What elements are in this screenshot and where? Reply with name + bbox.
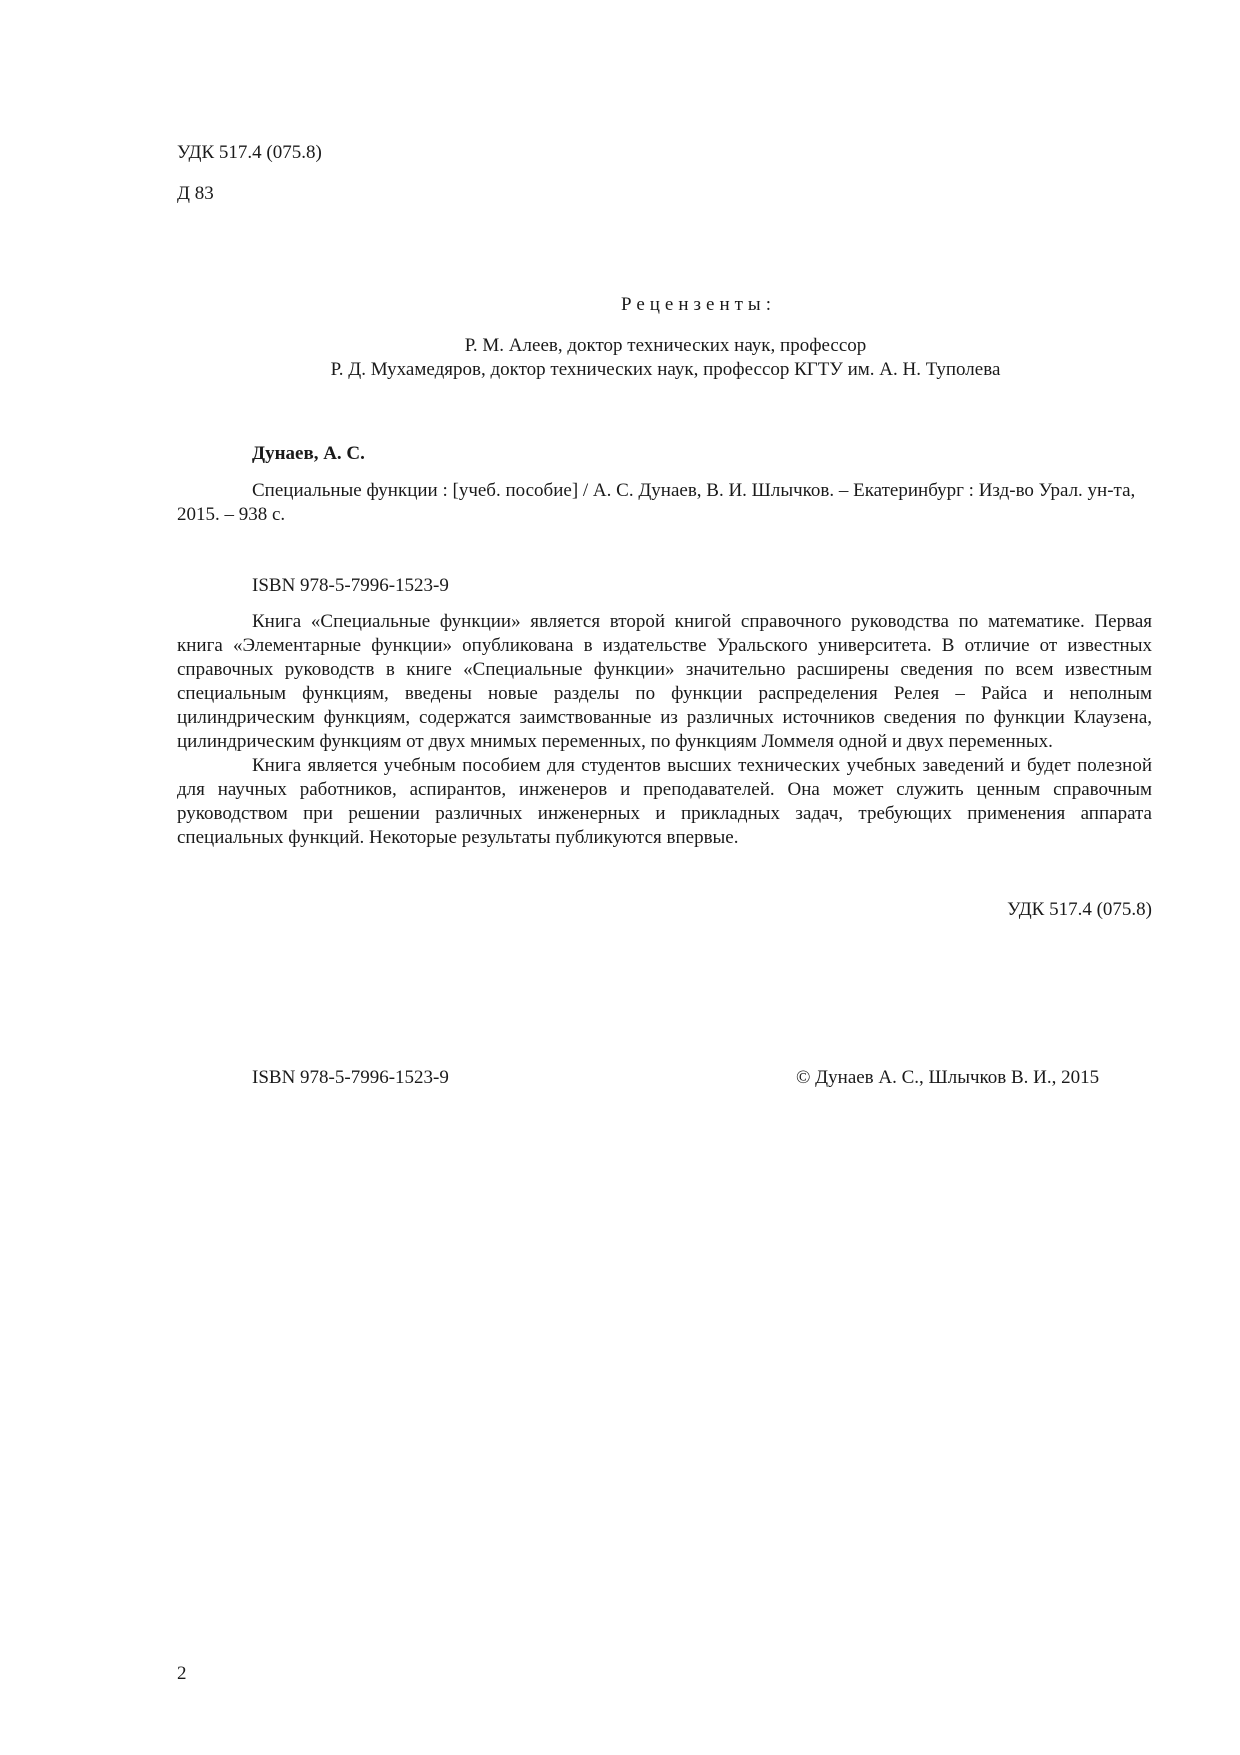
page-number: 2 <box>177 1663 187 1684</box>
bibliographic-citation: Специальные функции : [учеб. пособие] / А. С. Дунаев, В. И. Шлычков. – Екатеринбург : Изд-во Урал. ун-та, 2015. – 938 с. <box>177 480 1136 525</box>
isbn-footer: ISBN 978-5-7996-1523-9 <box>252 1067 449 1088</box>
author-name: Дунаев, А. С. <box>252 443 365 464</box>
udk-code-right: УДК 517.4 (075.8) <box>1007 899 1152 920</box>
abstract-paragraph: Книга «Специальные функции» является второй книгой справочного руководства по математике. Первая книга «Элементарные функции» опубликована в издательстве Уральского университета. В отличие от известных справочных руководств в книге «Специальные функции» значительно расширены сведения по всем известным специальным функциям, введены новые разделы по функции распределения Релея – Райса и неполным цилиндрическим функциям, содержатся заимствованные из различных источников сведения по функции Клаузена, цилиндрическим функциям от двух мнимых переменных, по функциям Ломмеля одной и двух переменных. <box>177 611 1152 752</box>
abstract <box>177 610 1152 850</box>
reviewers-block <box>177 293 1154 382</box>
abstract-paragraph: Книга является учебным пособием для студентов высших технических учебных заведений и будет полезной для научных работников, аспирантов, инженеров и преподавателей. Она может служить ценным справочным руководством при решении различных инженерных и прикладных задач, требующих применения аппарата специальных функций. Некоторые результаты публикуются впервые. <box>177 755 1152 848</box>
reviewer-line: Р. Д. Мухамедяров, доктор технических наук, профессор КГТУ им. А. Н. Туполева <box>330 359 1001 380</box>
udk-code-top: УДК 517.4 (075.8) <box>177 142 322 163</box>
reviewer-line: Р. М. Алеев, доктор технических наук, профессор <box>464 335 867 356</box>
reviewers-heading: Рецензенты: <box>621 294 776 315</box>
author-code: Д 83 <box>177 183 214 204</box>
isbn-main: ISBN 978-5-7996-1523-9 <box>252 575 449 596</box>
copyright-notice: © Дунаев А. С., Шлычков В. И., 2015 <box>796 1067 1100 1088</box>
